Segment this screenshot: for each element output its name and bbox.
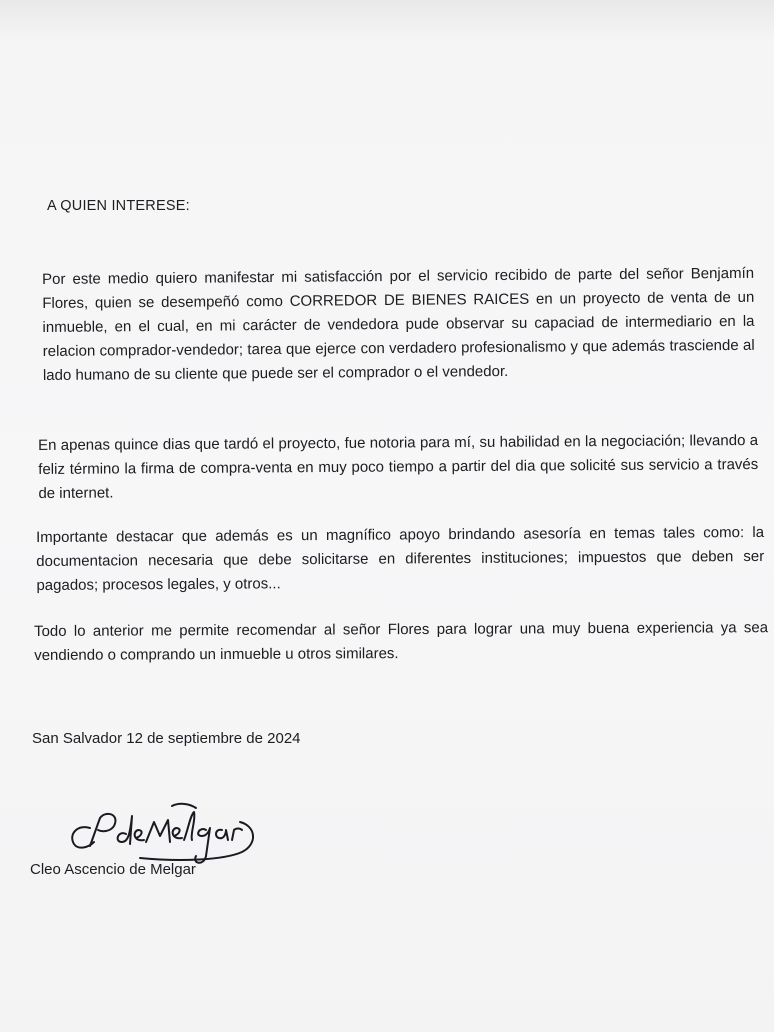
letter-paragraph-1: Por este medio quiero manifestar mi satisfacción por el servicio recibido de parte del señor Benjamín Flores, quien se desempeñó como CORREDOR DE BIENES RAICES en un proyecto de venta de un inmueble, en el cual, en mi carácter de vendedora pude observar su capaciad de intermediario en la relacion comprador-vendedor; tarea que ejerce con verdadero profesionalismo y que además trasciende al lado humano de su cliente que puede ser el comprador o el vendedor. — [42, 264, 755, 384]
letter-paragraph-3: Importante destacar que además es un magnífico apoyo brindando asesoría en temas tales como: la documentacion necesaria que debe solicitarse en diferentes instituciones; impuestos que deben ser pagados; procesos legales, y otros... — [36, 523, 765, 594]
letter-paragraph-2: En apenas quince dias que tardó el proyecto, fue notoria para mí, su habilidad en la negociación; llevando a feliz término la firma de compra-venta en muy poco tiempo a partir del dia que solicité sus servicio a través de internet. — [38, 431, 759, 502]
letter-greeting: A QUIEN INTERESE: — [47, 198, 190, 214]
signer-name: Cleo Ascencio de Melgar — [30, 861, 196, 878]
letter-paragraph-4: Todo lo anterior me permite recomendar al señor Flores para lograr una muy buena experiencia ya sea vendiendo o comprando un inmueble u otros similares. — [34, 619, 769, 664]
letter-place-date: San Salvador 12 de septiembre de 2024 — [32, 730, 301, 747]
